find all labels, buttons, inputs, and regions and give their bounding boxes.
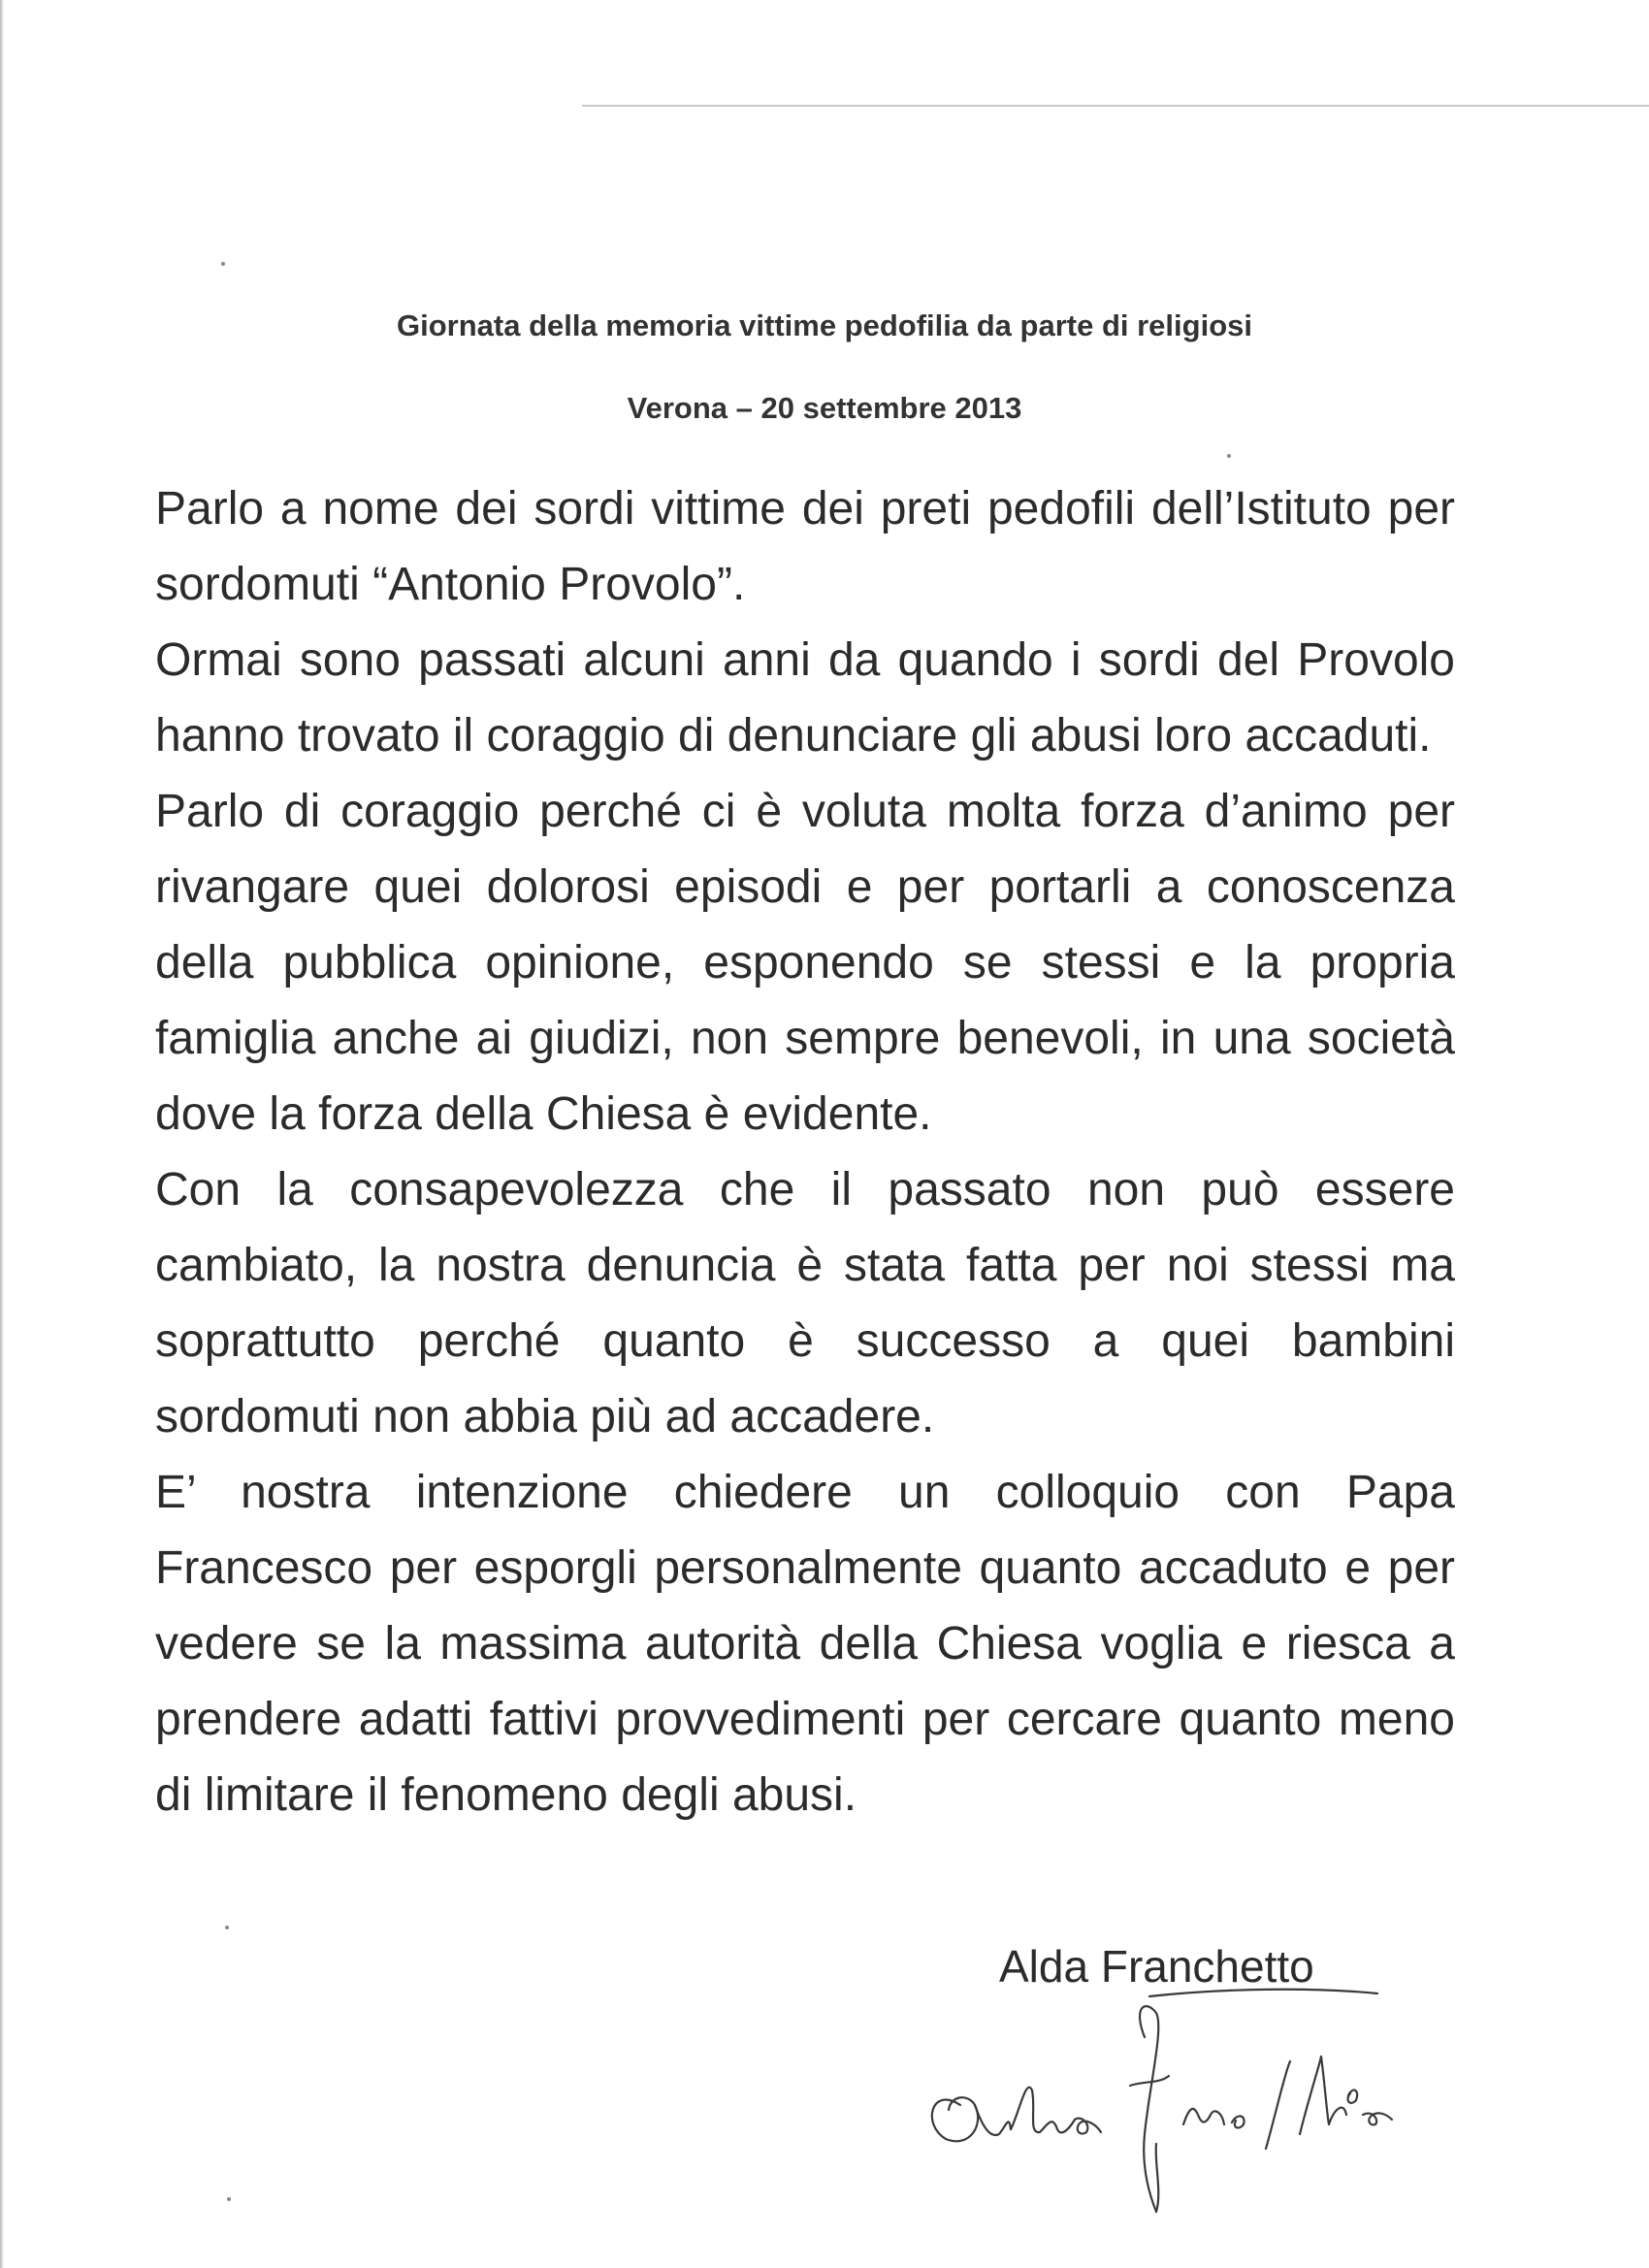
scan-speck — [227, 2197, 231, 2201]
letter-body — [155, 471, 1455, 1833]
paragraph-5: E’ nostra intenzione chiedere un colloquio con Papa Francesco per esporgli personalmente quanto accaduto e per vedere se la massima autorità della Chiesa voglia e riesca a prendere adatti fattivi provvedimenti per cercare quanto meno di limitare il fenomeno degli abusi. — [155, 1467, 1455, 1821]
document-title: Giornata della memoria vittime pedofilia da parte di religiosi — [396, 308, 1252, 342]
signer-name: Alda Franchetto — [999, 1941, 1314, 1992]
paragraph-3: Parlo di coraggio perché ci è voluta molta forza d’animo per rivangare quei dolorosi episodi e per portarli a conoscenza della pubblica opinione, esponendo se stessi e la propria famiglia anche ai giudizi, non sempre benevoli, in una società dove la forza della Chiesa è evidente. — [155, 786, 1455, 1140]
document-date-line: Verona – 20 settembre 2013 — [627, 391, 1022, 425]
paragraph-2: Ormai sono passati alcuni anni da quando i sordi del Provolo hanno trovato il coraggio di denunciare gli abusi loro accaduti. — [155, 634, 1455, 761]
scan-speck — [225, 1926, 229, 1929]
handwritten-signature — [902, 1979, 1445, 2221]
scan-top-edge — [582, 105, 1649, 107]
paragraph-4: Con la consapevolezza che il passato non può essere cambiato, la nostra denuncia è stata fatta per noi stessi ma soprattutto perché quanto è successo a quei bambini sordomuti non abbia più ad accadere. — [155, 1164, 1455, 1442]
scan-speck — [221, 262, 225, 266]
scan-speck — [1227, 454, 1231, 458]
paragraph-1: Parlo a nome dei sordi vittime dei preti pedofili dell’Istituto per sordomuti “Antonio Provolo”. — [155, 483, 1455, 610]
